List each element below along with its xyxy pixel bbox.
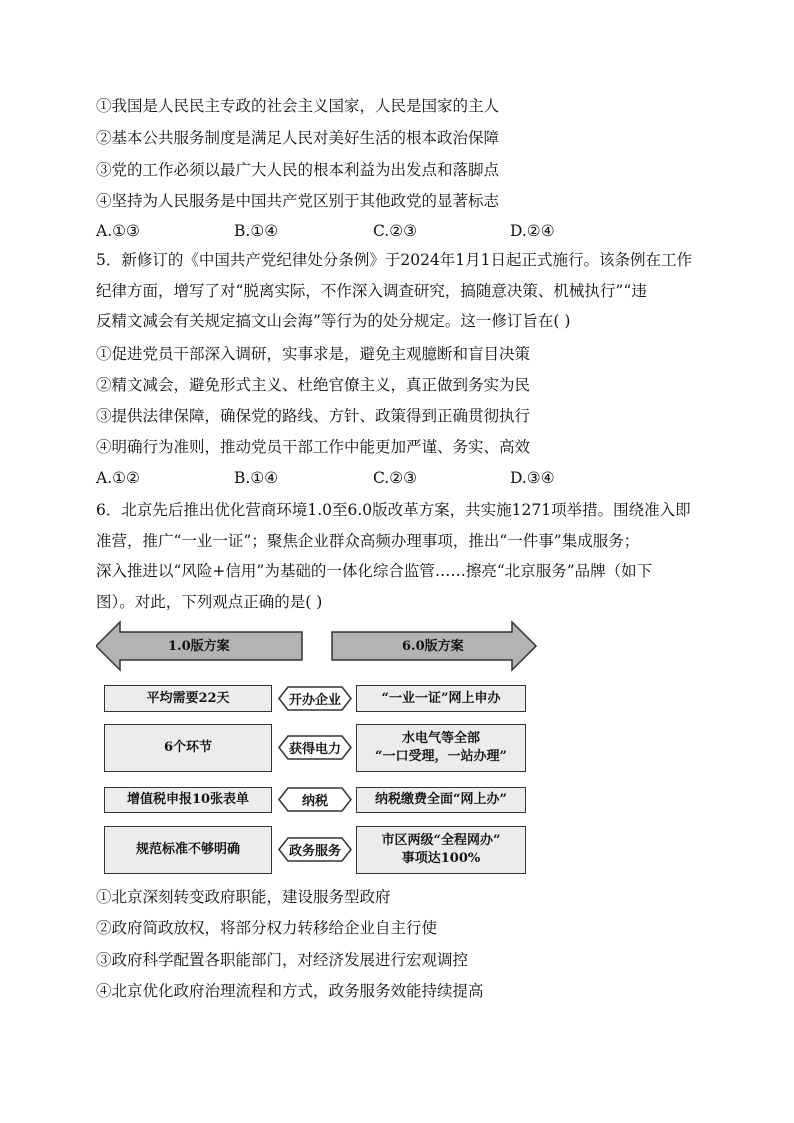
left-cell: 平均需要22天	[104, 685, 272, 712]
q5-option-3: ③提供法律保障，确保党的路线、方针、政策得到正确贯彻执行	[96, 407, 531, 425]
left-cell: 规范标准不够明确	[104, 826, 272, 874]
right-cell: 市区两级“全程网办” 事项达100%	[356, 826, 526, 874]
q4-choice-d[interactable]: D.②④	[510, 222, 555, 240]
q5-stem-line: 反精文减会有关规定搞文山会海”等行为的处分规定。这一修订旨在( )	[96, 312, 571, 330]
q6-stem	[96, 495, 696, 617]
q5-choice-a[interactable]: A.①②	[96, 469, 140, 487]
q6-option-1: ①北京深刻转变政府职能，建设服务型政府	[96, 888, 391, 906]
q4-choice-c[interactable]: C.②③	[373, 222, 418, 240]
q5-stem-line: 5．新修订的《中国共产党纪律处分条例》于2024年1月1日起正式施行。该条例在工作	[96, 251, 693, 269]
q4-choice-b[interactable]: B.①④	[234, 222, 279, 240]
q6-option-4: ④北京优化政府治理流程和方式，政务服务效能持续提高	[96, 982, 484, 1000]
q5-stem	[96, 245, 696, 337]
q5-option-1: ①促进党员干部深入调研，实事求是，避免主观臆断和盲目决策	[96, 345, 531, 363]
q5-choice-c[interactable]: C.②③	[373, 469, 418, 487]
q6-stem-line: 图）。对此，下列观点正确的是( )	[96, 592, 323, 611]
category-tag: 政务服务	[278, 837, 352, 862]
q6-stem-line: 深入推进以“风险+信用”为基础的一体化综合监管……擦亮“北京服务”品牌（如下	[96, 562, 653, 580]
q6-option-3: ③政府科学配置各职能部门，对经济发展进行宏观调控	[96, 951, 469, 969]
right-arrow-label: 6.0版方案	[402, 639, 464, 654]
right-cell: “一业一证”网上申办	[356, 685, 526, 712]
q4-choice-a[interactable]: A.①③	[96, 222, 140, 240]
q4-option-2: ②基本公共服务制度是满足人民对美好生活的根本政治保障	[96, 129, 500, 147]
q6-stem-line: 准营，推广“一业一证”；聚焦企业群众高频办理事项，推出“一件事”集成服务；	[96, 531, 640, 550]
left-cell: 6个环节	[104, 724, 272, 772]
right-cell: 水电气等全部 “一口受理，一站办理”	[356, 724, 526, 772]
q6-option-2: ②政府简政放权，将部分权力转移给企业自主行使	[96, 919, 438, 937]
q5-choice-d[interactable]: D.③④	[510, 469, 555, 487]
q5-stem-line: 纪律方面，增写了对“脱离实际，不作深入调查研究，搞随意决策、机械执行”“违	[96, 281, 647, 300]
category-tag: 纳税	[278, 787, 352, 812]
q4-option-4: ④坚持为人民服务是中国共产党区别于其他政党的显著标志	[96, 192, 500, 210]
right-cell: 纳税缴费全面“网上办”	[356, 787, 526, 813]
right-arrow-icon	[330, 620, 538, 672]
q6-figure	[96, 620, 538, 878]
category-tag: 获得电力	[278, 735, 352, 760]
q5-choice-b[interactable]: B.①④	[234, 469, 279, 487]
q4-option-3: ③党的工作必须以最广大人民的根本利益为出发点和落脚点	[96, 161, 500, 179]
left-arrow-label: 1.0版方案	[168, 639, 230, 654]
category-tag: 开办企业	[278, 686, 352, 711]
q5-option-2: ②精文减会，避免形式主义、杜绝官僚主义，真正做到务实为民	[96, 376, 531, 394]
q5-option-4: ④明确行为准则，推动党员干部工作中能更加严谨、务实、高效	[96, 438, 531, 456]
q4-option-1: ①我国是人民民主专政的社会主义国家，人民是国家的主人	[96, 97, 500, 115]
left-cell: 增值税申报10张表单	[104, 787, 272, 813]
left-arrow-icon	[96, 620, 306, 672]
q6-stem-line: 6．北京先后推出优化营商环境1.0至6.0版改革方案，共实施1271项举措。围绕准入即	[96, 501, 691, 519]
